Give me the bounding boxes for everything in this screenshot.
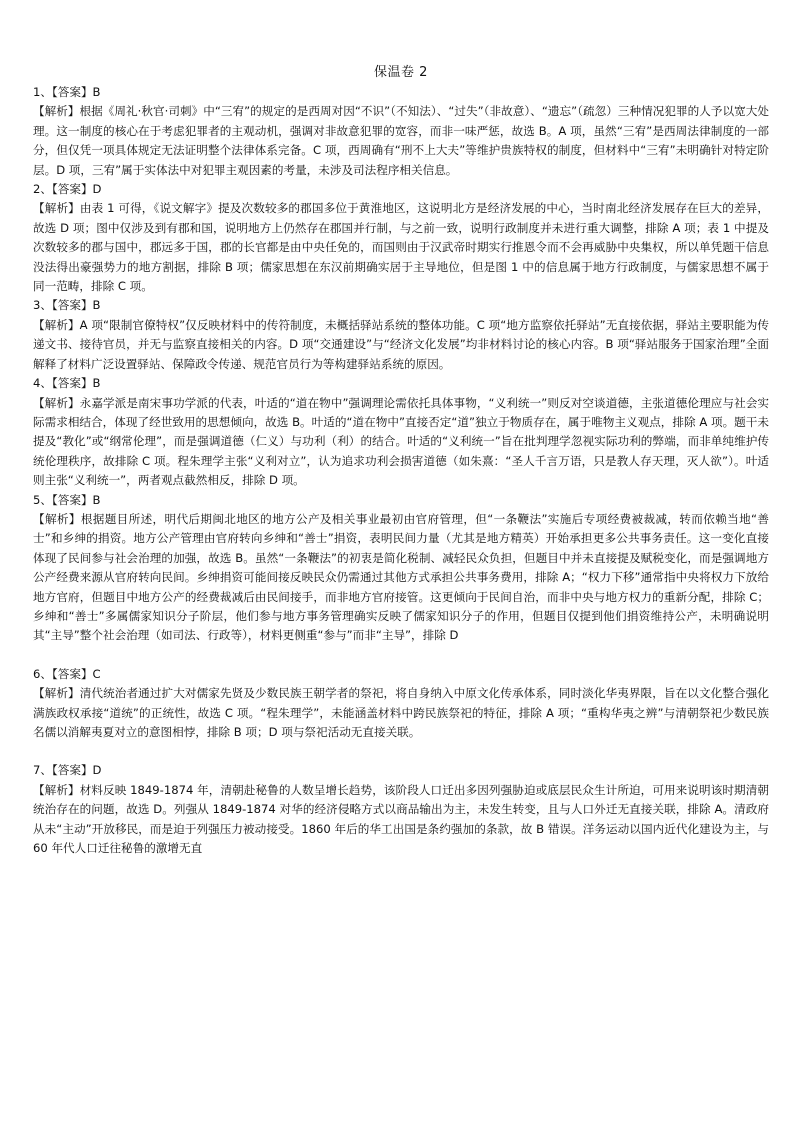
explanation-text: 【解析】A 项“限制官僚特权”仅反映材料中的传符制度，未概括驿站系统的整体功能。C 项“地方监察依托驿站”无直接依据，驿站主要职能为传递文书、接待官员，并无与监察直接相关的内容。D 项“交通建设”与“经济文化发展”均非材料讨论的核心内容。B 项“驿站服务于国家治理”全面解释了材料广泛设置驿站、保障政令传递、规范官员行为等构建驿站系统的原因。 bbox=[33, 317, 769, 371]
answer-line: 6、【答案】C bbox=[33, 666, 101, 681]
question-5 bbox=[33, 491, 769, 646]
explanation-text: 【解析】永嘉学派是南宋事功学派的代表，叶适的“道在物中”强调理论需依托具体事物，“义利统一”则反对空谈道德，主张道德伦理应与社会实际需求相结合，体现了经世致用的思想倾向，故选 B。叶适的“道在物中”直接否定“道”独立于物质存在，属于唯物主义观点，排除 A 项。题干未提及“教化”或“纲常伦理”，而是强调道德（仁义）与功利（利）的结合。叶适的“义利统一”旨在批判理学忽视实际功利的弊端，而非单纯维护传统伦理秩序，故排除 C 项。程朱理学主张“义利对立”，认为追求功利会损害道德（如朱熹：“圣人千言万语，只是教人存天理，灭人欲”）。叶适则主张“义利统一”，两者观点截然相反，排除 D 项。 bbox=[33, 395, 769, 488]
question-7 bbox=[33, 761, 769, 858]
answer-line: 1、【答案】B bbox=[33, 85, 101, 99]
question-1 bbox=[33, 83, 769, 180]
explanation-text: 【解析】根据《周礼·秋官·司刺》中“三宥”的规定的是西周对因“不识”（不知法）、“过失”（非故意）、“遗忘”（疏忽）三种情况犯罪的人予以宽大处理。这一制度的核心在于考虑犯罪者的主观动机，强调对非故意犯罪的宽容，而非一味严惩，故选 B。A 项，虽然“三宥”是西周法律制度的一部分，但仅凭一项具体规定无法证明整个法律体系完备。C 项，西周确有“刑不上大夫”等维护贵族特权的制度，但材料中“三宥”未明确针对特定阶层。D 项，三宥”属于实体法中对犯罪主观因素的考量，未涉及司法程序相关信息。 bbox=[33, 104, 769, 177]
document-page bbox=[33, 63, 769, 858]
question-4 bbox=[33, 374, 769, 490]
explanation-text: 【解析】材料反映 1849-1874 年，清朝赴秘鲁的人数呈增长趋势，该阶段人口迁出多因列强胁迫或底层民众生计所迫，可用来说明该时期清朝统治存在的问题，故选 D。列强从 1849-1874 对华的经济侵略方式以商品输出为主，未发生转变，且与人口外迁无直接关联，排除 A。清政府从未“主动”开放移民，而是迫于列强压力被动接受。1860 年后的华工出国是条约强加的条款，故 B 错误。洋务运动以国内近代化建设为主，与 60 年代人口迁往秘鲁的激增无直 bbox=[33, 782, 769, 856]
page-title: 保温卷 2 bbox=[374, 65, 428, 80]
question-2 bbox=[33, 180, 769, 296]
explanation-text: 【解析】根据题目所述，明代后期闽北地区的地方公产及相关事业最初由官府管理，但“一条鞭法”实施后专项经费被裁减，转而依赖当地“善士”和乡绅的捐资。地方公产管理由官府转向乡绅和“善士”捐资，表明民间力量（尤其是地方精英）开始承担更多公共事务责任。这一变化直接体现了民间参与社会治理的加强，故选 B。虽然“一条鞭法”的初衷是简化税制、减轻民众负担，但题目中并未直接提及赋税变化，而是强调地方公产经费来源从官府转向民间。乡绅捐资可能间接反映民众仍需通过其他方式承担公共事务费用，排除 A；“权力下移”通常指中央将权力下放给地方官府，但题目中地方公产的经费裁减后由民间接手，而非地方官府接管。这更倾向于民间自治，而非中央与地方权力的重新分配，排除 C；乡绅和“善士”多属儒家知识分子阶层，他们参与地方事务管理确实反映了儒家知识分子的作用，但题目仅提到他们捐资维持公产，未明确说明其“主导”整个社会治理（如司法、行政等），材料更侧重“参与”而非“主导”，排除 D bbox=[33, 511, 769, 643]
question-6 bbox=[33, 665, 769, 743]
paragraph-gap bbox=[33, 646, 769, 665]
paragraph-gap bbox=[33, 742, 769, 761]
answer-line: 4、【答案】B bbox=[33, 376, 101, 391]
explanation-text: 【解析】清代统治者通过扩大对儒家先贤及少数民族王朝学者的祭祀，将自身纳入中原文化传承体系，同时淡化华夷界限，旨在以文化整合强化满族政权承接“道统”的正统性，故选 C 项。“程朱理学”，未能涵盖材料中跨民族祭祀的特征，排除 A 项；“重构华夷之辨”与清朝祭祀少数民族名儒以消解夷夏对立的意图相悖，排除 B 项；D 项与祭祀活动无直接关联。 bbox=[33, 686, 769, 739]
answer-line: 7、【答案】D bbox=[33, 763, 102, 778]
answer-line: 2、【答案】D bbox=[33, 182, 102, 197]
question-3 bbox=[33, 296, 769, 374]
answer-line: 3、【答案】B bbox=[33, 298, 101, 313]
explanation-text: 【解析】由表 1 可得，《说文解字》提及次数较多的郡国多位于黄淮地区，这说明北方是经济发展的中心，当时南北经济发展存在巨大的差异，故选 D 项；图中仅涉及到有郡和国，说明地方上仍然存在郡国并行制，与之前一致，说明行政制度并未进行重大调整，排除 A 项；表 1 中提及次数较多的郡与国中，郡远多于国，郡的长官都是由中央任免的，而国则由于汉武帝时期实行推恩令而不会再威胁中央集权，所以单凭题干信息没法得出豪强势力的地方割据，排除 B 项；儒家思想在东汉前期确实居于主导地位，但是图 1 中的信息属于地方行政制度，与儒家思想不属于同一范畴，排除 C 项。 bbox=[33, 201, 769, 294]
answer-line: 5、【答案】B bbox=[33, 492, 101, 507]
